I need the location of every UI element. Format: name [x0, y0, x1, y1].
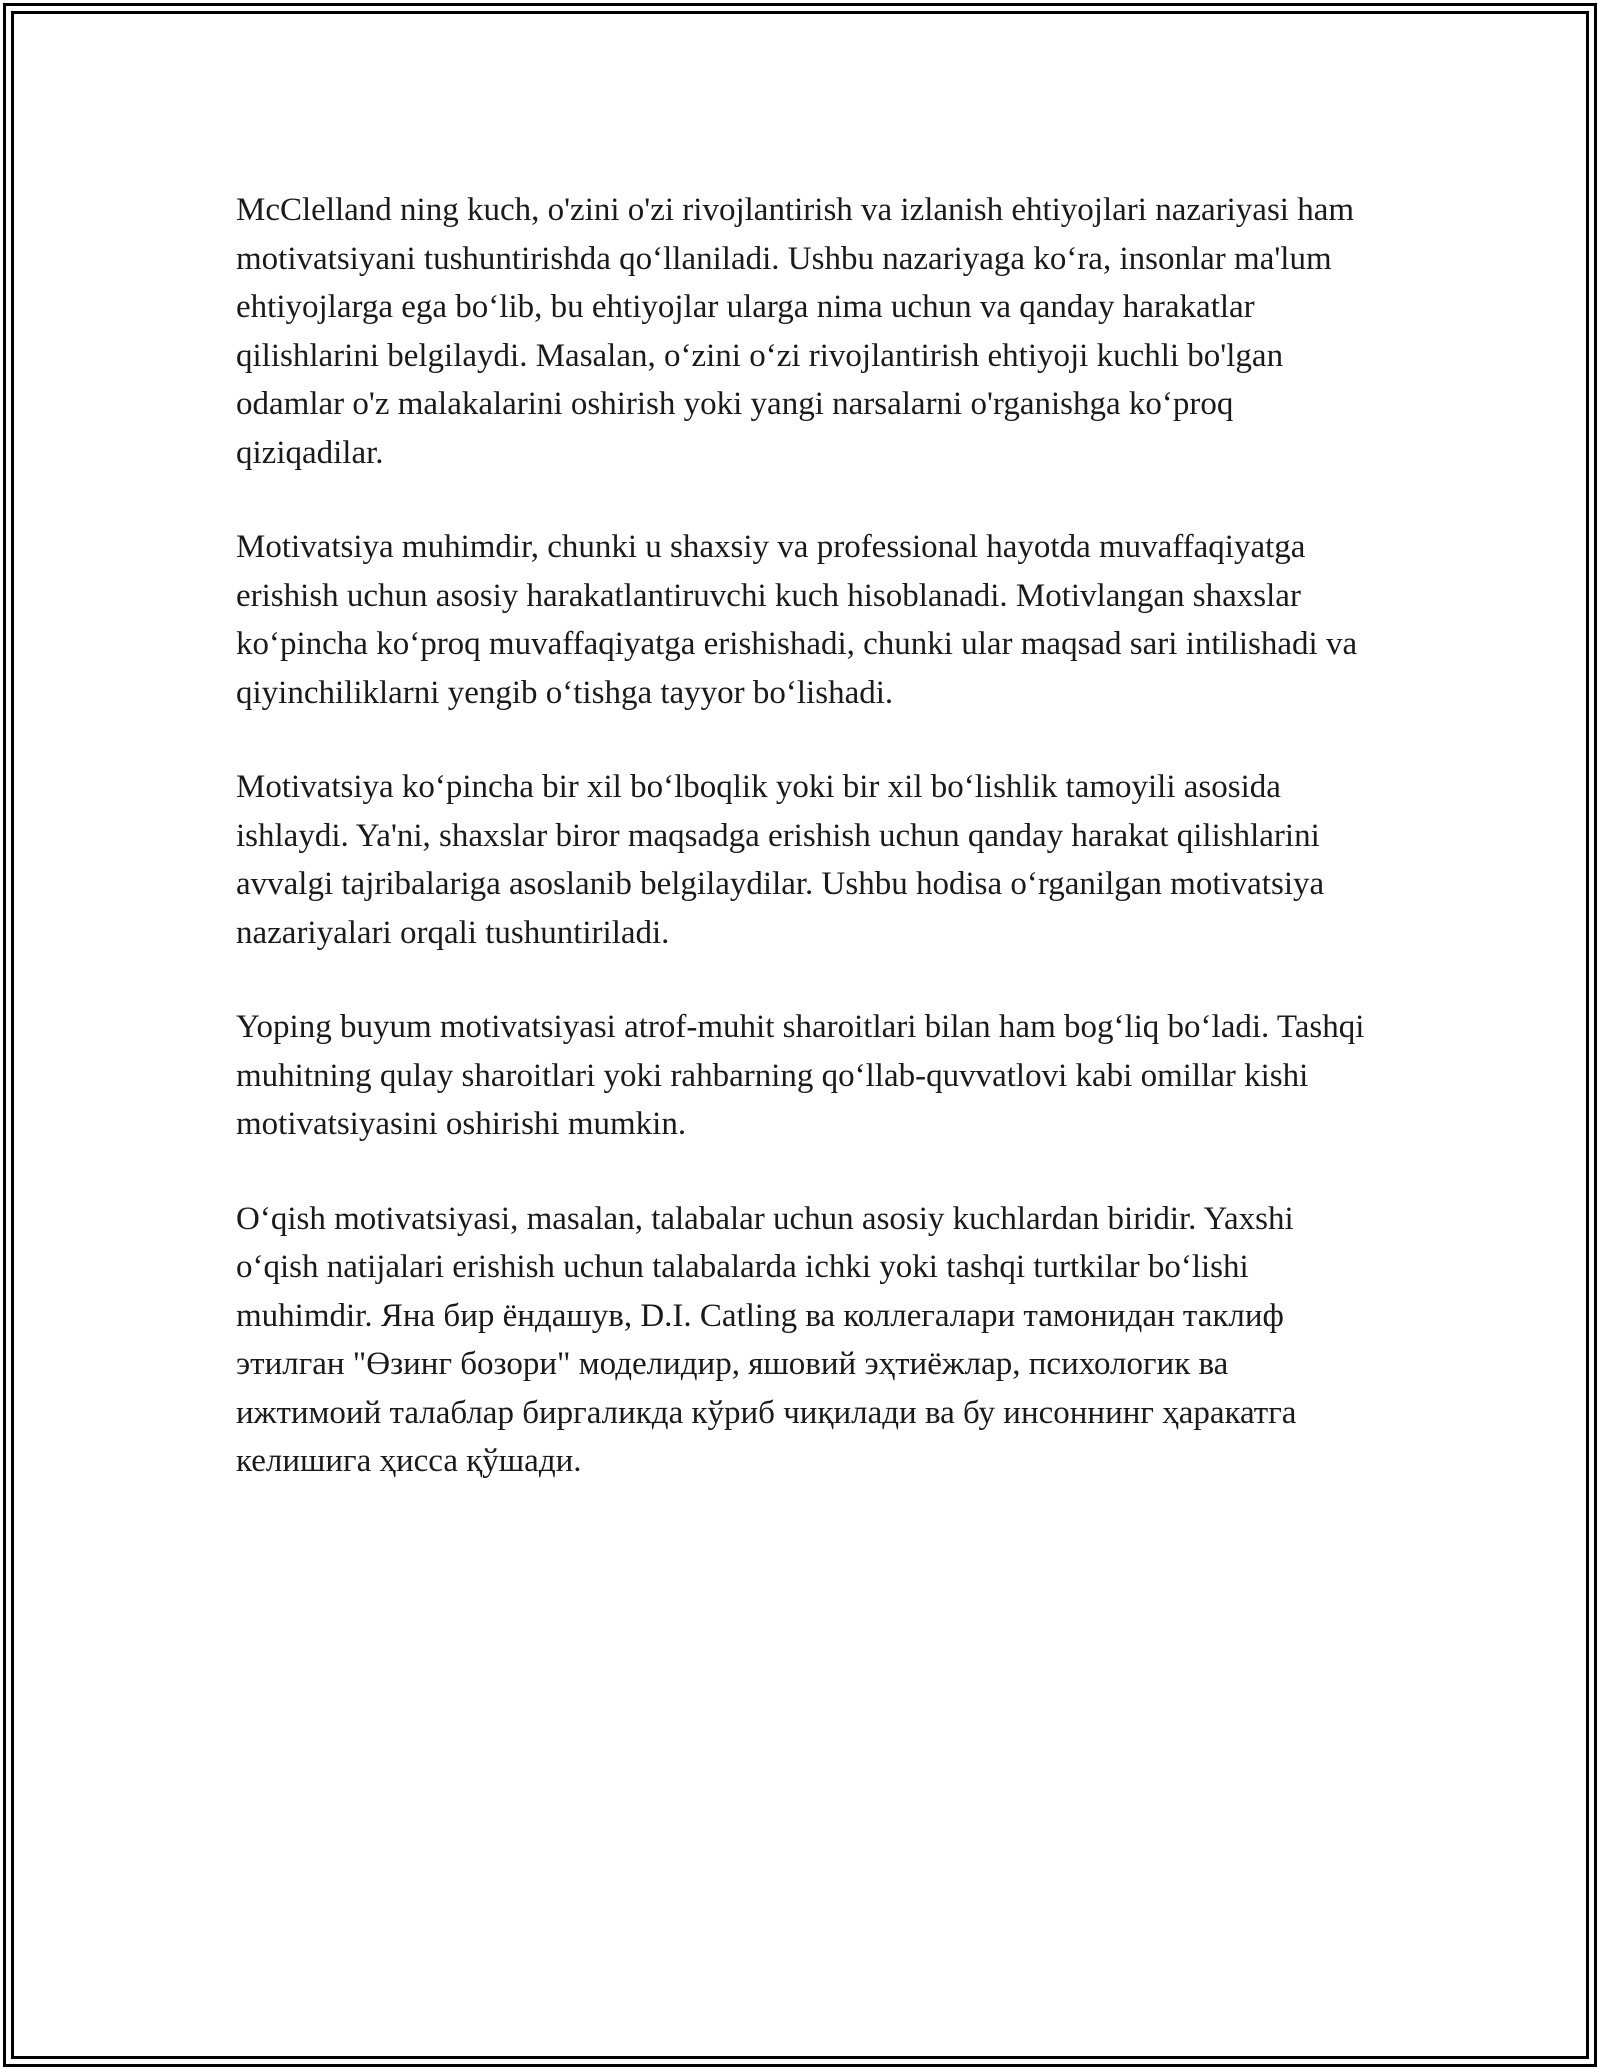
paragraph-motivation-principle: Motivatsiya ko‘pincha bir xil bo‘lboqlik yoki bir xil bo‘lishlik tamoyili asosida ishlaydi. Ya'ni, shaxslar biror maqsadga erishish uchun qanday harakat qilishlarini avvalgi tajribalariga asoslanib belgilaydilar. Ushbu hodisa o‘rganilgan motivatsiya nazariyalari orqali tushuntiriladi. — [236, 769, 1325, 951]
paragraph-mcclelland-theory: McClelland ning kuch, o'zini o'zi rivojlantirish va izlanish ehtiyojlari nazariyasi ham motivatsiyani tushuntirishda qo‘llaniladi. Ushbu nazariyaga ko‘ra, insonlar ma'lum ehtiyojlarga ega bo‘lib, bu ehtiyojlar ularga nima uchun va qanday harakatlar qilishlarini belgilaydi. Masalan, o‘zini o‘zi rivojlantirish ehtiyoji kuchli bo'lgan odamlar o'z malakalarini oshirish yoki yangi narsalarni o'rganishga ko‘proq qiziqadilar. — [236, 192, 1355, 471]
paragraph-motivation-importance: Motivatsiya muhimdir, chunki u shaxsiy va professional hayotda muvaffaqiyatga erishish uchun asosiy harakatlantiruvchi kuch hisoblanadi. Motivlangan shaxslar ko‘pincha ko‘proq muvaffaqiyatga erishishadi, chunki ular maqsad sari intilishadi va qiyinchiliklarni yengib o‘tishga tayyor bo‘lishadi. — [236, 529, 1358, 711]
paragraph-study-motivation: O‘qish motivatsiyasi, masalan, talabalar uchun asosiy kuchlardan biridir. Yaxshi o‘qish natijalari erishish uchun talabalarda ichki yoki tashqi turtkilar bo‘lishi muhimdir. Яна бир ёндашув, D.I. Catling ва коллегалари тамонидан таклиф этилган "Өзинг бозори" моделидир, яшовий эҳтиёжлар, психологик ва ижтимоий талаблар биргаликда кўриб чиқилади ва бу инсоннинг ҳаракатга келишига ҳисса қўшади. — [236, 1200, 1297, 1479]
document-body — [236, 186, 1366, 1532]
paragraph-environment-motivation: Yoping buyum motivatsiyasi atrof-muhit sharoitlari bilan ham bog‘liq bo‘ladi. Tashqi muhitning qulay sharoitlari yoki rahbarning qo‘llab-quvvatlovi kabi omillar kishi motivatsiyasini oshirishi mumkin. — [236, 1009, 1365, 1142]
